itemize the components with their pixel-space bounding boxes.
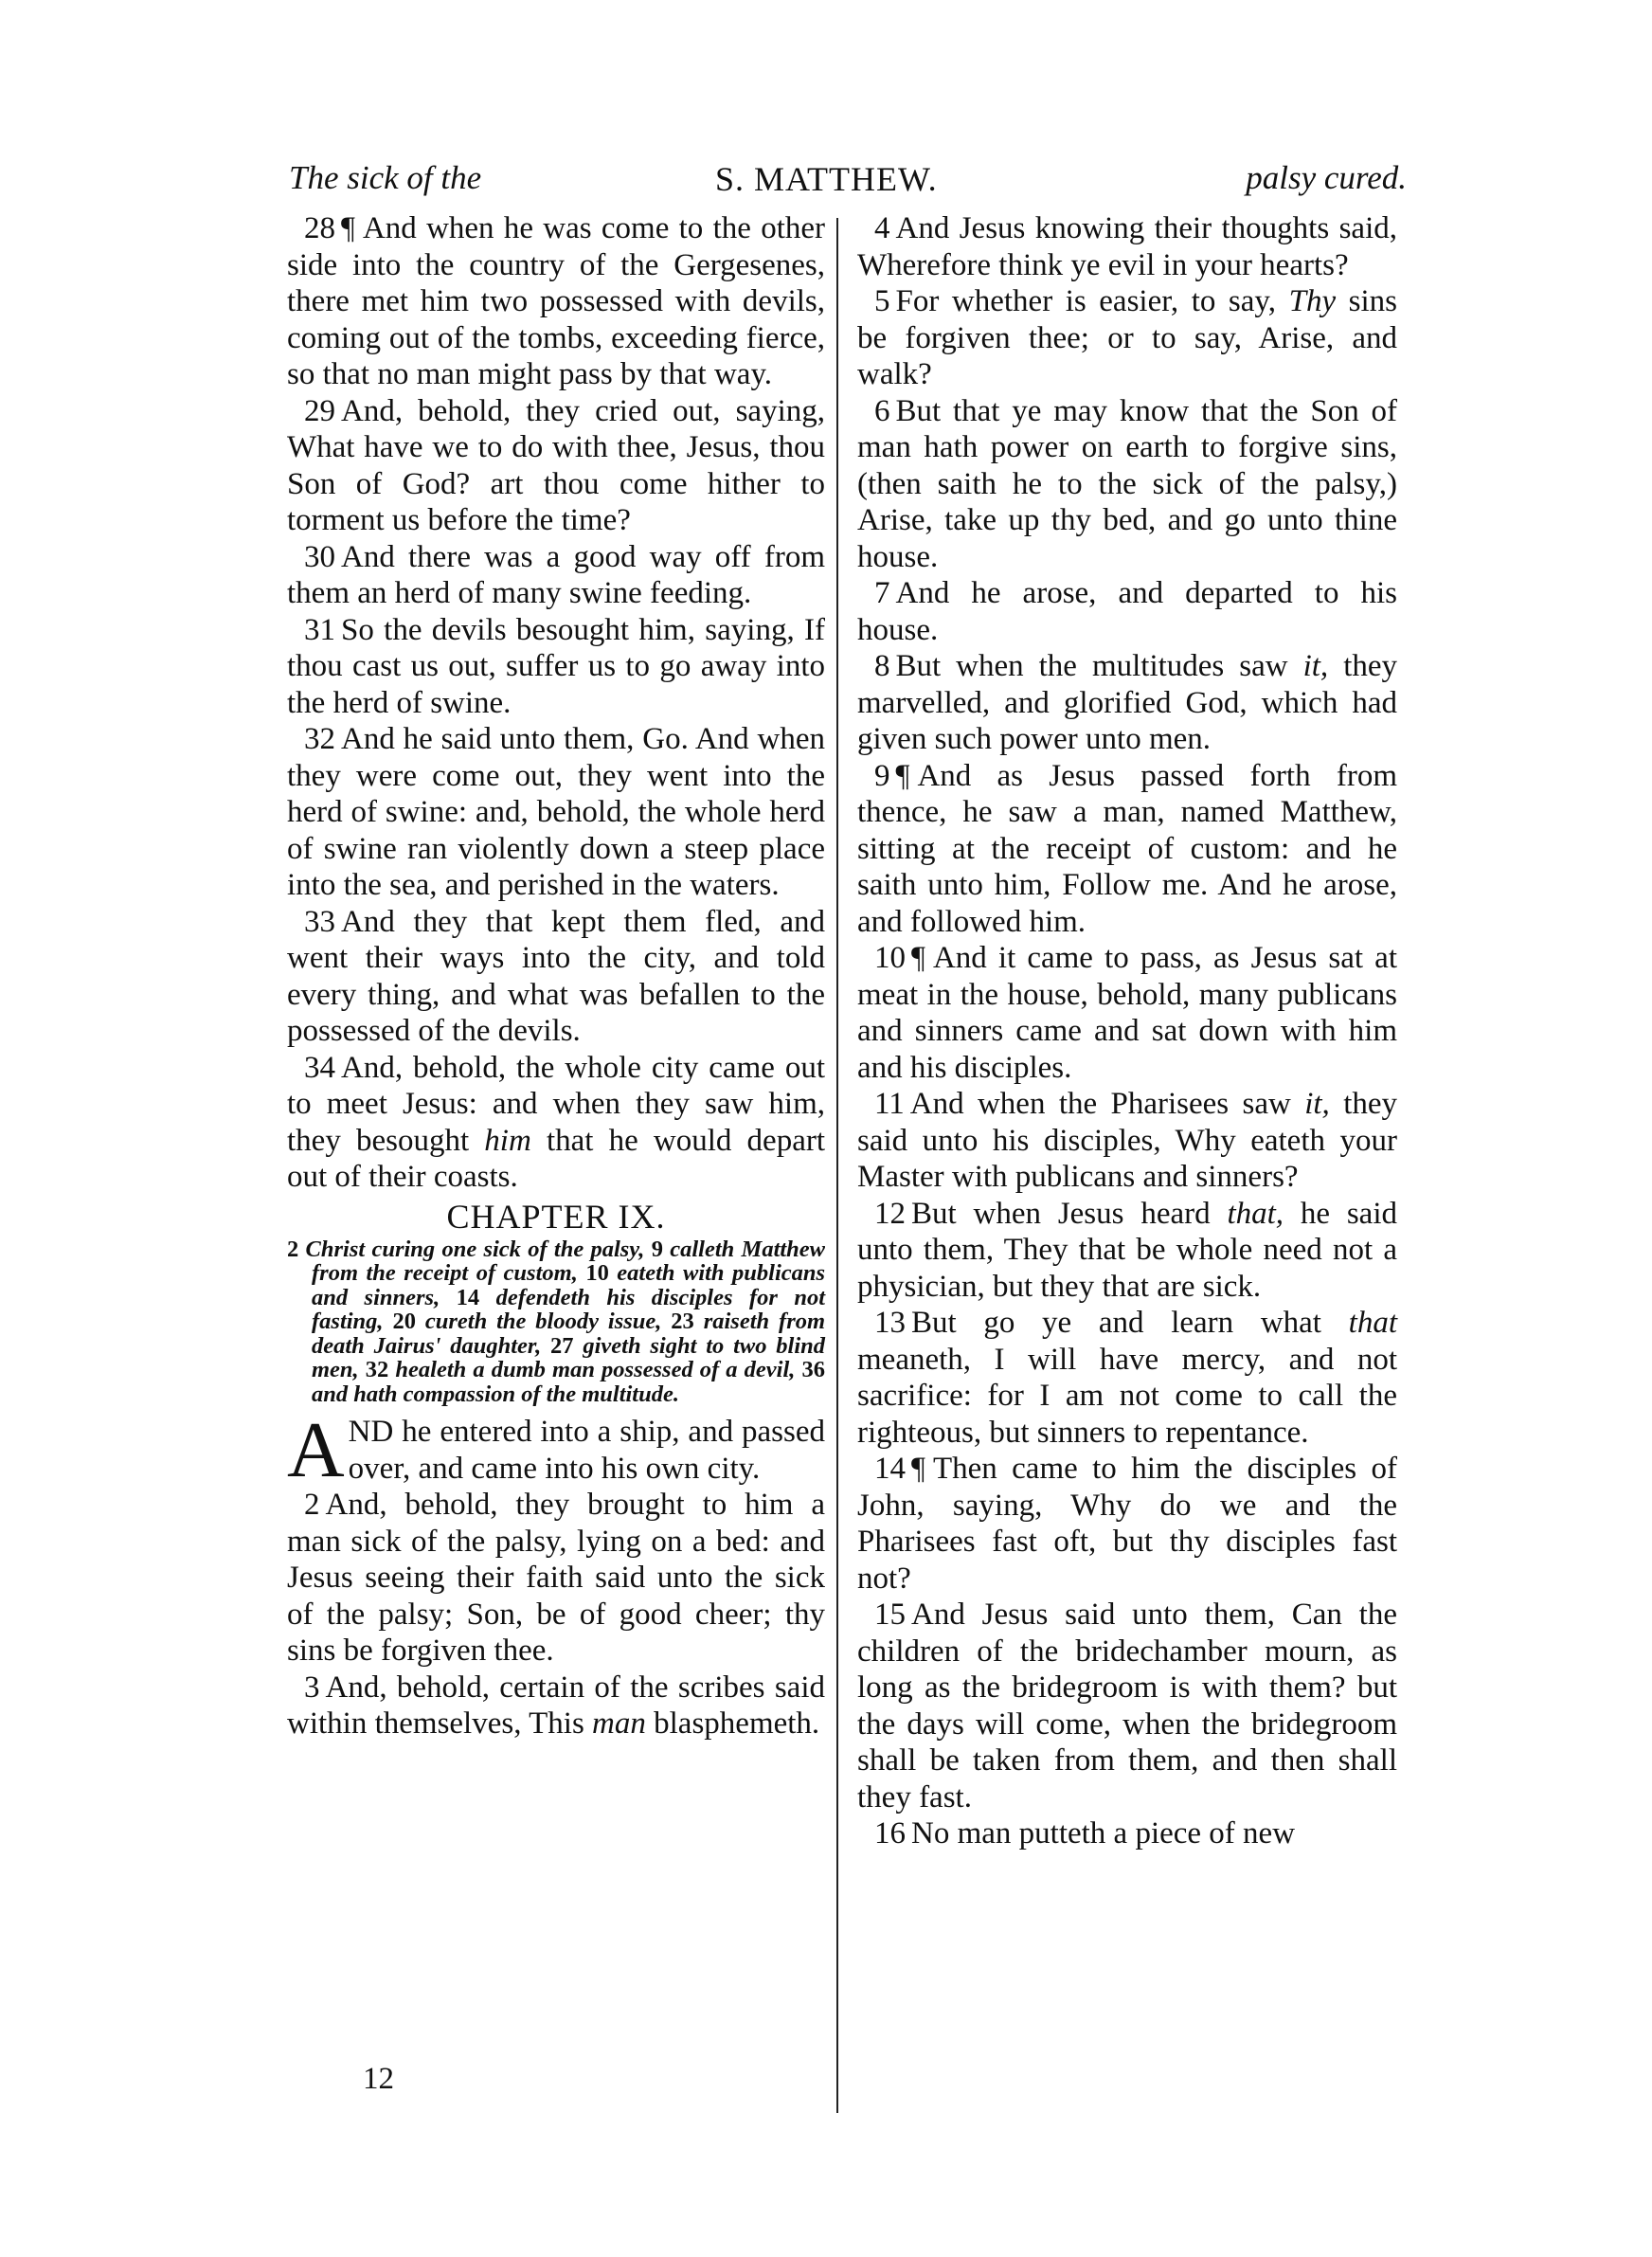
verse-text: And they that kept them fled, and went their ways into the city, and told every thing, and what was befallen to the possessed of the devils. [287,904,825,1048]
verse-8-33 [287,904,825,1050]
summary-text: Christ curing one sick of the palsy, [305,1236,645,1262]
running-header [289,159,1407,208]
verse-9-7 [857,575,1397,648]
verse-9-5 [857,283,1397,393]
verse-number: 16 [874,1816,906,1851]
verse-text: sins be forgiven thee; or to say, Arise, and walk? [857,284,1398,391]
verse-number: 6 [874,393,890,428]
verse-text: And when the Pharisees saw [909,1087,1291,1121]
verse-9-6 [857,393,1397,576]
verse-text: And, behold, they cried out, saying, What have we to do with thee, Jesus, thou Son of God? art thou come hither to torment us before the time? [287,393,825,537]
summary-ref: 23 [671,1309,694,1334]
verse-text: And he arose, and departed to his house. [857,576,1397,647]
verse-number: 13 [874,1306,906,1340]
summary-text: giveth sight to two blind men, [312,1332,826,1382]
page-number: 12 [363,2062,394,2096]
verse-number: 4 [874,211,890,245]
verse-text: And Jesus said unto them, Can the children of the bridechamber mourn, as long as the bridegroom is with them? but the days will come, when the bridegroom shall be taken from them, and then shall they fast. [857,1598,1397,1815]
verse-text: But go ye and learn what [911,1306,1321,1340]
summary-ref: 20 [392,1309,416,1334]
verse-text: meaneth, I will have mercy, and not sacrifice: for I am not come to call the righteous, but sinners to repentance. [857,1342,1397,1450]
verse-number: 15 [874,1598,906,1632]
verse-number: 31 [304,612,335,647]
verse-italic: man [592,1706,646,1741]
verse-text: And when he was come to the other side into the country of the Gergesenes, there met him two possessed with devils, coming out of the tombs, exceeding fierce, so that no man might pass by that way. [287,211,825,391]
verse-text: So the devils besought him, saying, If thou cast us out, suffer us to go away into the herd of swine. [287,612,825,720]
verse-number: 34 [304,1050,335,1085]
verse-text: But when the multitudes saw [895,649,1288,683]
summary-ref: 2 [287,1236,299,1262]
verse-8-30 [287,539,825,612]
summary-ref: 9 [651,1236,663,1262]
verse-number: 10 [874,941,906,975]
verse-8-32 [287,721,825,904]
verse-text: that he would depart out of their coasts. [287,1123,825,1194]
verse-9-1 [287,1406,825,1494]
drop-cap: A [287,1406,345,1494]
verse-number: 9 [874,758,890,793]
chapter-summary [287,1237,825,1407]
verse-8-28 [287,210,825,393]
verse-number: 7 [874,576,890,610]
summary-text: cureth the bloody issue, [424,1309,662,1334]
verse-8-34 [287,1050,825,1196]
verse-italic: Thy [1288,284,1337,318]
verse-9-12 [857,1196,1397,1306]
verse-text: And as Jesus passed forth from thence, he saw a man, named Matthew, sitting at the receipt of custom: and he saith unto him, Follow me. And he arose, and followed him. [857,758,1397,939]
header-left: The sick of the [289,159,482,196]
verse-text: Then came to him the disciples of John, saying, Why do we and the Pharisees fast oft, but thy disciples fast not? [857,1452,1397,1596]
verse-text: No man putteth a piece of new [911,1816,1296,1851]
summary-ref: 27 [550,1332,574,1359]
verse-text: And, behold, they brought to him a man sick of the palsy, lying on a bed: and Jesus seeing their faith said unto the sick of the palsy; Son, be of good cheer; thy sins be forgiven thee. [287,1488,825,1668]
verse-number: 8 [874,649,890,683]
verse-number: 14 [874,1452,906,1486]
verse-italic: him [484,1123,531,1158]
verse-9-10 [857,940,1397,1086]
summary-text: calleth Matthew from the receipt of custom, [312,1236,826,1286]
pilcrow-mark: ¶ [341,211,355,245]
verse-number: 11 [874,1087,905,1121]
right-column [857,210,1397,1852]
verse-text: And it came to pass, as Jesus sat at meat in the house, behold, many publicans and sinners came and sat down with him and his disciples. [857,941,1397,1085]
verse-9-9 [857,758,1397,941]
summary-ref: 32 [365,1357,389,1382]
verse-italic: it, [1302,649,1329,683]
verse-9-4 [857,210,1397,283]
verse-9-16 [857,1815,1397,1852]
verse-9-2 [287,1487,825,1670]
verse-text: And there was a good way off from them an herd of many swine feeding. [287,539,825,610]
verse-9-13 [857,1305,1397,1451]
verse-number: 28 [304,211,335,245]
verse-italic: that, [1227,1196,1284,1231]
verse-number: 3 [304,1670,320,1705]
verse-text: he said unto them, They that be whole need not a physician, but they that are sick. [857,1196,1397,1304]
summary-ref: 14 [456,1284,480,1310]
summary-text: defendeth his disciples for not fasting, [312,1284,826,1334]
verse-number: 33 [304,904,335,939]
verse-number: 5 [874,284,890,318]
verse-9-15 [857,1597,1397,1815]
verse-number: 12 [874,1196,906,1231]
verse-text: But that ye may know that the Son of man hath power on earth to forgive sins, (then saith he to the sick of the palsy,) Arise, take up thy bed, and go unto thine house. [857,393,1397,574]
verse-8-29 [287,393,825,539]
summary-ref: 10 [585,1260,609,1286]
pilcrow-mark: ¶ [911,941,925,975]
summary-text: eateth with publicans and sinners, [312,1260,826,1310]
verse-number: 29 [304,393,335,428]
verse-text: they marvelled, and glorified God, which had given such power unto men. [857,649,1398,756]
verse-italic: it, [1304,1087,1330,1121]
verse-text: And he said unto them, Go. And when they were come out, they went into the herd of swine: and, behold, the whole herd of swine ran violently down a steep place into the sea, and perished in the waters. [287,722,825,902]
pilcrow-mark: ¶ [895,758,910,793]
chapter-heading: CHAPTER IX. [446,1197,666,1236]
summary-text: healeth a dumb man possessed of a devil, [395,1357,796,1382]
header-right: palsy cured. [1246,159,1407,196]
verse-9-14 [857,1451,1397,1597]
verse-italic: that [1348,1306,1398,1340]
verse-number: 30 [304,539,335,574]
verse-9-11 [857,1086,1397,1196]
verse-text: And Jesus knowing their thoughts said, Wherefore think ye evil in your hearts? [857,211,1397,282]
pilcrow-mark: ¶ [911,1452,925,1486]
verse-text: But when Jesus heard [911,1196,1211,1231]
verse-text: And, behold, certain of the scribes said within themselves, This [287,1670,825,1741]
verse-9-8 [857,648,1397,758]
summary-ref: 36 [801,1357,826,1382]
header-book-title: S. MATTHEW. [715,160,938,198]
summary-text: raiseth from death Jairus' daughter, [312,1309,826,1359]
verse-9-3 [287,1670,825,1742]
verse-number: 32 [304,722,335,756]
verse-text: For whether is easier, to say, [895,284,1277,318]
left-column [287,210,825,1742]
verse-smallcaps: ND [348,1415,394,1449]
verse-text: blasphemeth. [654,1706,820,1741]
column-divider [836,218,838,2113]
verse-8-31 [287,612,825,722]
verse-text: And, behold, the whole city came out to meet Jesus: and when they saw him, they besought [287,1050,825,1158]
verse-number: 2 [304,1488,320,1522]
summary-text: and hath compassion of the multitude. [312,1381,679,1407]
verse-text: they said unto his disciples, Why eateth your Master with publicans and sinners? [857,1087,1398,1194]
verse-text: he entered into a ship, and passed over, and came into his own city. [348,1415,825,1486]
